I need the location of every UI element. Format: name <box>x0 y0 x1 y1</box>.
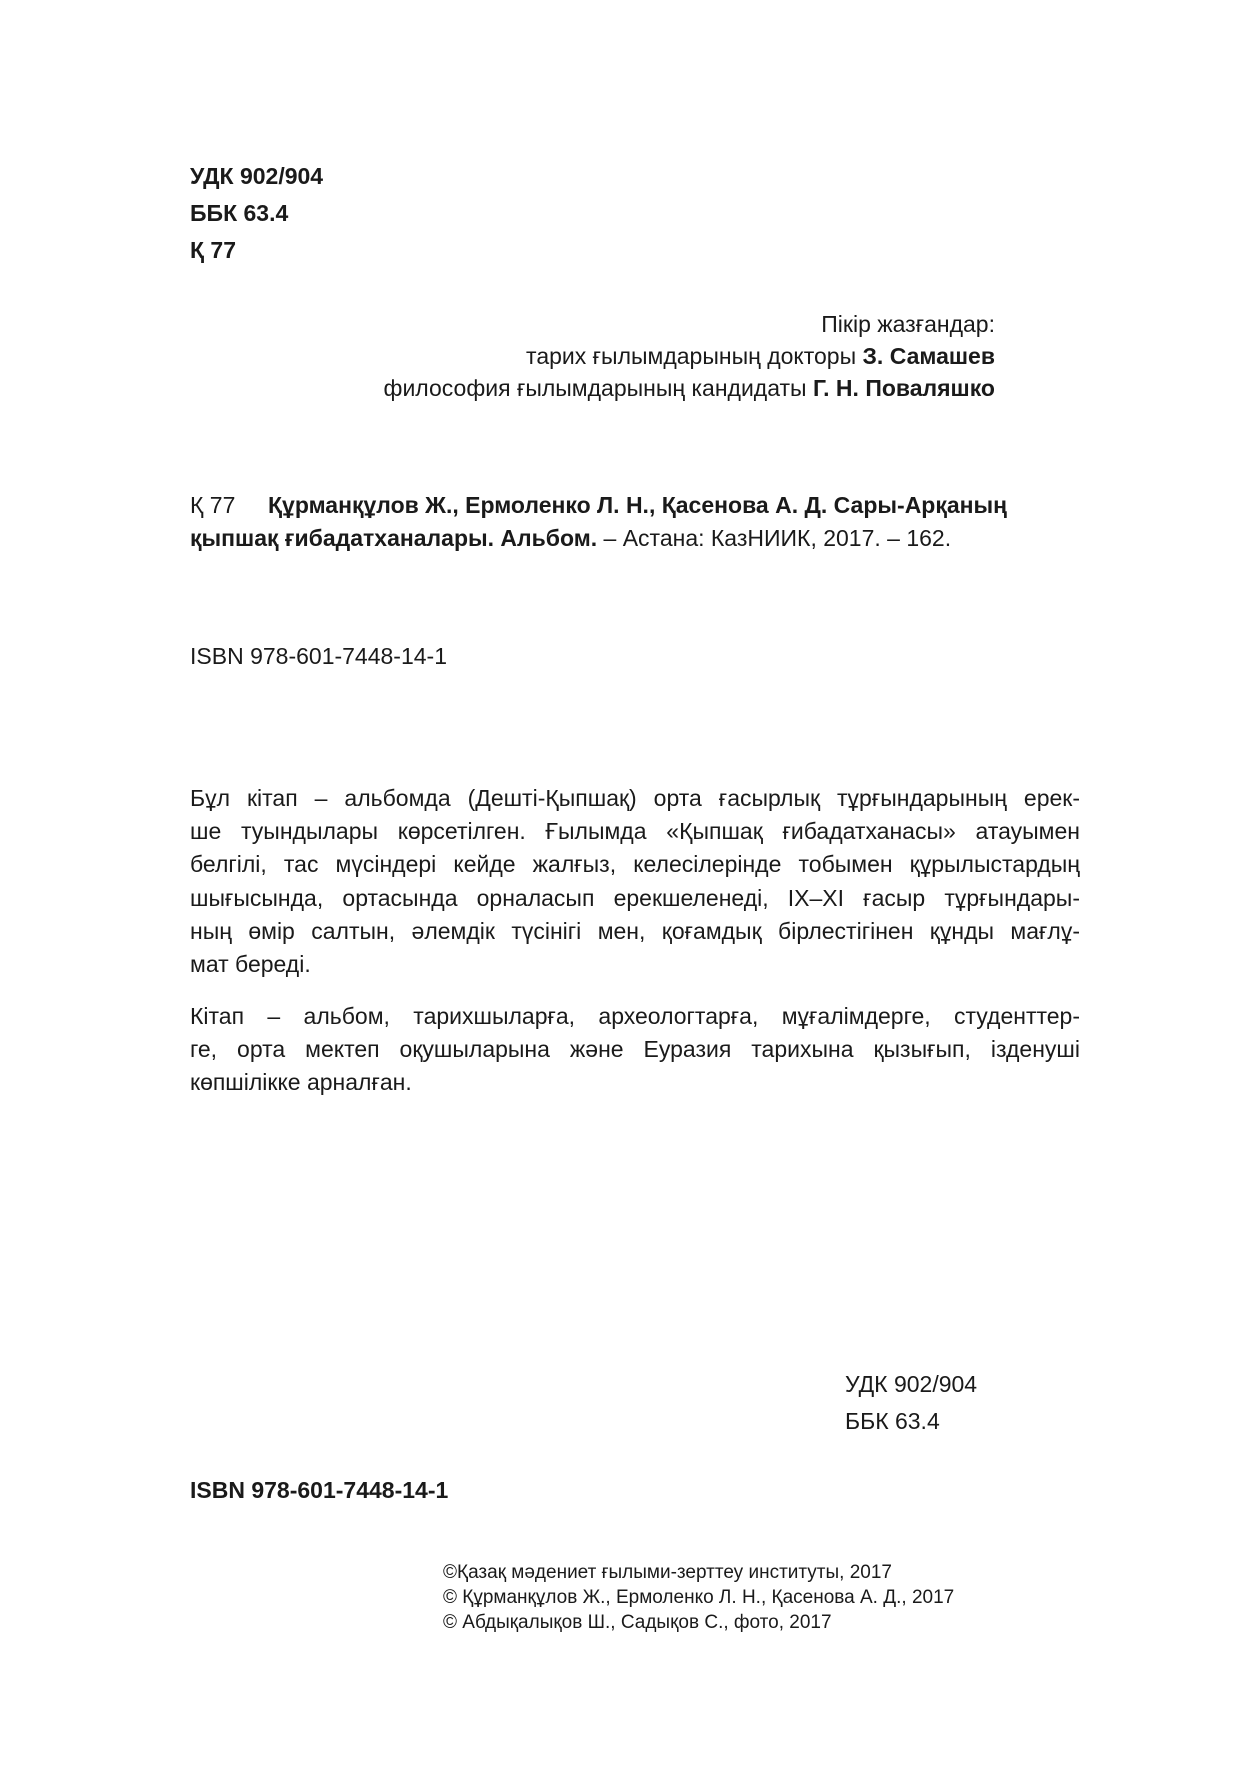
abstract-1-line: шығысында, ортасында орналасып ерекшеленеді, IX–XI ғасыр тұрғындары- <box>190 884 1080 911</box>
reviewer-1-role: тарих ғылымдарының докторы <box>526 343 863 369</box>
reviewer-2-role: философия ғылымдарының кандидаты <box>383 375 813 401</box>
abstract-2-line: Кітап – альбом, тарихшыларға, археологтарға, мұғалімдерге, студенттер- <box>190 1003 1080 1029</box>
abstract-1-line: белгілі, тас мүсіндері кейде жалғыз, келесілерінде тобымен құрылыстардың <box>190 851 1080 878</box>
catalog-line-2 <box>190 522 1080 555</box>
reviewer-1-name: З. Самашев <box>862 343 995 369</box>
reviewer-line-2 <box>190 372 995 404</box>
abstract-paragraph-2 <box>190 1000 1080 1100</box>
reviewers-block <box>190 308 995 404</box>
copyright-line: ©Қазақ мәдениет ғылыми-зерттеу институты, 2017 <box>443 1562 892 1583</box>
catalog-code: Қ 77 <box>190 492 236 518</box>
copyright-line: © Абдықалықов Ш., Садықов С., фото, 2017 <box>443 1612 832 1633</box>
catalog-title-line-1: Құрманқұлов Ж., Ермоленко Л. Н., Қасенова А. Д. Сары-Арқаның <box>268 492 1008 518</box>
abstract-2-line: ге, орта мектеп оқушыларына және Еуразия тарихына қызығып, ізденуші <box>190 1036 1080 1063</box>
bottom-udk-code: УДК 902/904 <box>845 1371 978 1397</box>
isbn-bold: ISBN 978-601-7448-14-1 <box>190 1477 449 1503</box>
bbk-code: ББК 63.4 <box>190 200 289 226</box>
bottom-classification <box>845 1366 977 1440</box>
author-mark: Қ 77 <box>190 237 237 263</box>
isbn-plain: ISBN 978-601-7448-14-1 <box>190 643 447 669</box>
copyright-block <box>443 1560 954 1635</box>
catalog-line-1 <box>190 489 1080 522</box>
abstract-1-line: ның өмір салтын, әлемдік түсінігі мен, қоғамдық бірлестігінен құнды мағлұ- <box>190 917 1080 944</box>
abstract-1-line: мат береді. <box>190 951 311 978</box>
catalog-imprint: – Астана: КазНИИК, 2017. – 162. <box>597 525 952 551</box>
copyright-line: © Құрманқұлов Ж., Ермоленко Л. Н., Қасенова А. Д., 2017 <box>443 1587 955 1608</box>
abstract-paragraph-1 <box>190 782 1080 981</box>
reviewer-line-1 <box>190 340 995 372</box>
catalog-entry <box>190 489 1080 555</box>
reviewer-2-name: Г. Н. Поваляшко <box>812 375 995 401</box>
abstract-2-line: көпшілікке арналған. <box>190 1069 412 1096</box>
classification-block <box>190 158 323 269</box>
reviewers-heading: Пікір жазғандар: <box>821 311 995 337</box>
catalog-title-line-2: қыпшақ ғибадатханалары. Альбом. <box>190 525 598 551</box>
bottom-bbk-code: ББК 63.4 <box>845 1408 940 1434</box>
abstract-1-line: Бұл кітап – альбомда (Дешті-Қыпшақ) орта ғасырлық тұрғындарының ерек- <box>190 785 1080 811</box>
udk-code: УДК 902/904 <box>190 163 324 189</box>
abstract-1-line: ше туындылары көрсетілген. Ғылымда «Қыпшақ ғибадатханасы» атауымен <box>190 818 1080 845</box>
